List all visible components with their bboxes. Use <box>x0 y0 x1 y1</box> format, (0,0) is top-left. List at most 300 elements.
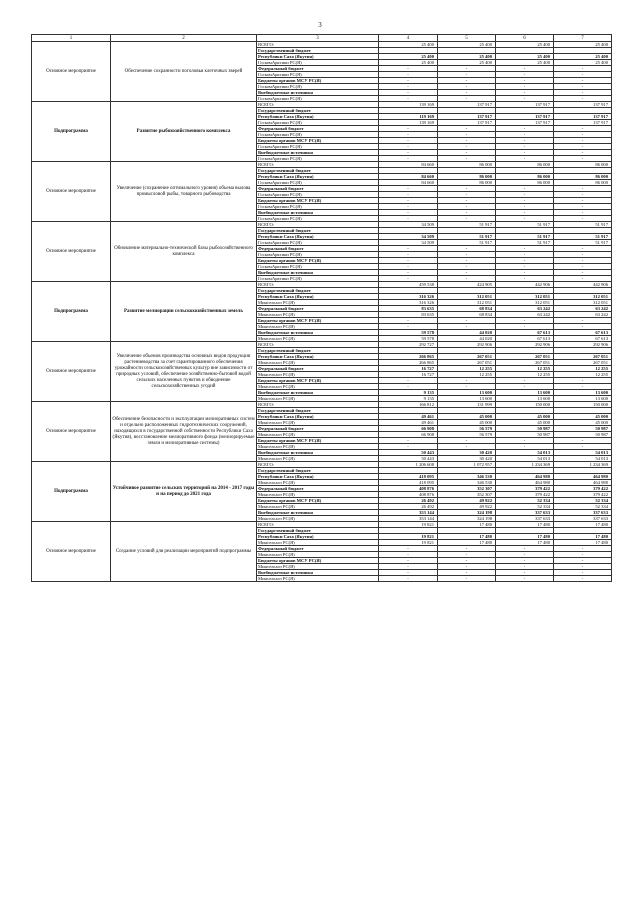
amount-cell: 86 000 <box>438 162 496 168</box>
amount-cell: - <box>554 318 612 324</box>
amount-cell: 54 013 <box>554 456 612 462</box>
funding-source-cell: Государственный бюджет <box>257 288 379 294</box>
funding-source-cell: Минсельхоз РС(Я) <box>257 504 379 510</box>
program-title-cell: Создание условий для реализации мероприятий подпрограммы <box>111 522 257 582</box>
amount-cell: - <box>496 552 554 558</box>
amount-cell: - <box>438 564 496 570</box>
amount-cell: 86 000 <box>438 180 496 186</box>
amount-cell: - <box>379 66 438 72</box>
amount-cell: - <box>438 576 496 582</box>
amount-cell: - <box>554 186 612 192</box>
amount-cell: - <box>379 246 438 252</box>
amount-cell: 17 480 <box>496 534 554 540</box>
amount-cell: - <box>554 264 612 270</box>
amount-cell: 63 242 <box>554 306 612 312</box>
amount-cell: 30 420 <box>438 456 496 462</box>
amount-cell: 66 908 <box>379 432 438 438</box>
amount-cell: - <box>496 186 554 192</box>
amount-cell: 13 600 <box>438 396 496 402</box>
amount-cell: 19 821 <box>379 534 438 540</box>
amount-cell: 137 917 <box>496 120 554 126</box>
amount-cell: - <box>438 264 496 270</box>
funding-source-cell: Внебюджетные источники <box>257 150 379 156</box>
amount-cell: 312 051 <box>496 294 554 300</box>
funding-source-cell: ГоскомАрктики РС(Я) <box>257 96 379 102</box>
amount-cell: 51 917 <box>554 222 612 228</box>
amount-cell: 49 922 <box>438 498 496 504</box>
budget-table-container <box>31 34 611 582</box>
amount-cell: 12 255 <box>438 366 496 372</box>
amount-cell: - <box>379 144 438 150</box>
funding-source-cell: ГоскомАрктики РС(Я) <box>257 120 379 126</box>
amount-cell: 66 908 <box>379 426 438 432</box>
funding-source-cell: ВСЕГО: <box>257 282 379 288</box>
amount-cell: 324 198 <box>438 510 496 516</box>
amount-cell: 59 578 <box>379 330 438 336</box>
amount-cell: - <box>379 84 438 90</box>
amount-cell: 150 000 <box>554 402 612 408</box>
amount-cell: 67 613 <box>496 336 554 342</box>
amount-cell: - <box>438 378 496 384</box>
amount-cell: - <box>379 576 438 582</box>
amount-cell: - <box>438 558 496 564</box>
amount-cell: 266 865 <box>379 354 438 360</box>
funding-source-cell: ВСЕГО: <box>257 402 379 408</box>
funding-source-cell: Минсельхоз РС(Я) <box>257 396 379 402</box>
funding-source-cell: Государственный бюджет <box>257 108 379 114</box>
amount-cell: 459 538 <box>379 282 438 288</box>
budget-table <box>31 34 612 582</box>
amount-cell: - <box>379 138 438 144</box>
amount-cell: - <box>379 216 438 222</box>
amount-cell: - <box>379 96 438 102</box>
amount-cell: 150 000 <box>496 402 554 408</box>
amount-cell: - <box>438 210 496 216</box>
funding-source-cell: Минсельхоз РС(Я) <box>257 516 379 522</box>
amount-cell: 137 917 <box>554 102 612 108</box>
amount-cell: - <box>438 138 496 144</box>
amount-cell: 1 234 369 <box>496 462 554 468</box>
page-number: 3 <box>318 21 322 29</box>
program-title-cell: Развитие мелиорации сельскохозяйственных земель <box>111 282 257 342</box>
funding-source-cell: Внебюджетные источники <box>257 210 379 216</box>
amount-cell: 25 400 <box>496 60 554 66</box>
amount-cell: - <box>554 144 612 150</box>
amount-cell: 12 255 <box>496 372 554 378</box>
amount-cell: - <box>554 216 612 222</box>
amount-cell: - <box>496 276 554 282</box>
amount-cell: - <box>496 264 554 270</box>
header-cell: 2 <box>111 35 257 42</box>
amount-cell: 84 660 <box>379 180 438 186</box>
funding-source-cell: ГоскомАрктики РС(Я) <box>257 240 379 246</box>
amount-cell: 16 727 <box>379 366 438 372</box>
amount-cell: - <box>554 96 612 102</box>
amount-cell: 137 917 <box>554 114 612 120</box>
amount-cell: - <box>496 96 554 102</box>
amount-cell: 25 400 <box>554 54 612 60</box>
amount-cell: 51 917 <box>496 234 554 240</box>
amount-cell: 408 876 <box>379 486 438 492</box>
funding-source-cell: Федеральный бюджет <box>257 246 379 252</box>
amount-cell: 51 917 <box>496 222 554 228</box>
amount-cell: - <box>496 144 554 150</box>
amount-cell: 50 987 <box>496 432 554 438</box>
amount-cell: 63 242 <box>496 312 554 318</box>
amount-cell: - <box>379 378 438 384</box>
amount-cell: - <box>438 216 496 222</box>
amount-cell: - <box>496 564 554 570</box>
funding-source-cell: Внебюджетные источники <box>257 510 379 516</box>
amount-cell: - <box>438 252 496 258</box>
funding-source-cell: ВСЕГО: <box>257 102 379 108</box>
amount-cell: 1 206 608 <box>379 462 438 468</box>
amount-cell: - <box>554 378 612 384</box>
program-type-cell: Основное мероприятие <box>32 222 111 282</box>
amount-cell: - <box>379 324 438 330</box>
amount-cell: 17 480 <box>438 540 496 546</box>
amount-cell: - <box>554 72 612 78</box>
amount-cell: 337 633 <box>496 516 554 522</box>
amount-cell: 12 255 <box>438 372 496 378</box>
amount-cell: 352 307 <box>438 492 496 498</box>
amount-cell: 25 400 <box>379 42 438 48</box>
amount-cell: 49 461 <box>379 420 438 426</box>
amount-cell: 137 917 <box>438 102 496 108</box>
funding-source-cell: Минсельхоз РС(Я) <box>257 444 379 450</box>
amount-cell: 266 865 <box>379 360 438 366</box>
funding-source-cell: Бюджеты органов МСУ РС(Я) <box>257 498 379 504</box>
amount-cell: 292 727 <box>379 342 438 348</box>
funding-source-cell: Минсельхоз РС(Я) <box>257 552 379 558</box>
amount-cell: 337 633 <box>554 516 612 522</box>
amount-cell: 86 000 <box>554 174 612 180</box>
program-type-cell: Основное мероприятие <box>32 342 111 402</box>
amount-cell: 34 509 <box>379 222 438 228</box>
amount-cell: - <box>438 324 496 330</box>
amount-cell: 324 198 <box>438 516 496 522</box>
funding-source-cell: Минсельхоз РС(Я) <box>257 576 379 582</box>
amount-cell: - <box>554 546 612 552</box>
amount-cell: 17 480 <box>554 540 612 546</box>
amount-cell: 19 821 <box>379 522 438 528</box>
amount-cell: - <box>379 438 438 444</box>
header-cell: 6 <box>496 35 554 42</box>
amount-cell: - <box>554 66 612 72</box>
amount-cell: - <box>496 150 554 156</box>
amount-cell: - <box>554 150 612 156</box>
funding-source-cell: ВСЕГО: <box>257 462 379 468</box>
funding-source-cell: Государственный бюджет <box>257 48 379 54</box>
amount-cell: - <box>496 210 554 216</box>
funding-source-cell: Минсельхоз РС(Я) <box>257 564 379 570</box>
funding-source-cell: Республики Саха (Якутия) <box>257 474 379 480</box>
amount-cell: - <box>379 570 438 576</box>
amount-cell: 267 051 <box>438 360 496 366</box>
amount-cell: 1 072 957 <box>438 462 496 468</box>
amount-cell: 312 051 <box>438 294 496 300</box>
amount-cell: 83 635 <box>379 306 438 312</box>
amount-cell: 25 400 <box>438 42 496 48</box>
program-type-cell: Подпрограмма <box>32 282 111 342</box>
amount-cell: 45 000 <box>496 414 554 420</box>
amount-cell: 84 660 <box>379 174 438 180</box>
funding-source-cell: Государственный бюджет <box>257 348 379 354</box>
amount-cell: - <box>554 78 612 84</box>
amount-cell: - <box>554 246 612 252</box>
amount-cell: - <box>496 90 554 96</box>
amount-cell: 67 613 <box>554 330 612 336</box>
funding-source-cell: Минсельхоз РС(Я) <box>257 540 379 546</box>
funding-source-cell: Республики Саха (Якутия) <box>257 234 379 240</box>
amount-cell: - <box>496 66 554 72</box>
funding-source-cell: Минсельхоз РС(Я) <box>257 372 379 378</box>
funding-source-cell: Внебюджетные источники <box>257 450 379 456</box>
funding-source-cell: Государственный бюджет <box>257 468 379 474</box>
funding-source-cell: Внебюджетные источники <box>257 330 379 336</box>
amount-cell: 52 334 <box>554 498 612 504</box>
amount-cell: - <box>496 546 554 552</box>
amount-cell: 44 020 <box>438 330 496 336</box>
funding-source-cell: Минсельхоз РС(Я) <box>257 384 379 390</box>
amount-cell: - <box>496 438 554 444</box>
amount-cell: - <box>379 78 438 84</box>
amount-cell: 26 492 <box>379 504 438 510</box>
program-title-cell: Увеличение объемов производства основных видов продукции растениеводства за счет гарантированного обеспечения урожайности сельскохозяйственных культур вне зависимости от природных условий, обеспечение хозяйственно-бытовой водой сельских населенных пунктов и обводнение сельскохозяйственных угодий <box>111 342 257 402</box>
funding-source-cell: Республики Саха (Якутия) <box>257 294 379 300</box>
funding-source-cell: Государственный бюджет <box>257 528 379 534</box>
amount-cell: 83 635 <box>379 312 438 318</box>
amount-cell: 464 980 <box>554 474 612 480</box>
amount-cell: 464 980 <box>554 480 612 486</box>
amount-cell: - <box>379 150 438 156</box>
amount-cell: 353 144 <box>379 510 438 516</box>
amount-cell: 50 987 <box>554 426 612 432</box>
amount-cell: 49 461 <box>379 414 438 420</box>
amount-cell: - <box>496 324 554 330</box>
amount-cell: - <box>438 90 496 96</box>
amount-cell: - <box>496 246 554 252</box>
amount-cell: 119 169 <box>379 114 438 120</box>
amount-cell: 13 600 <box>496 396 554 402</box>
funding-source-cell: Внебюджетные источники <box>257 90 379 96</box>
funding-source-cell: ГоскомАрктики РС(Я) <box>257 204 379 210</box>
amount-cell: - <box>554 570 612 576</box>
funding-source-cell: Государственный бюджет <box>257 168 379 174</box>
amount-cell: 25 400 <box>438 54 496 60</box>
funding-source-cell: Минсельхоз РС(Я) <box>257 492 379 498</box>
amount-cell: 17 480 <box>496 540 554 546</box>
amount-cell: 292 906 <box>496 342 554 348</box>
amount-cell: 312 051 <box>438 300 496 306</box>
amount-cell: - <box>554 438 612 444</box>
amount-cell: 267 051 <box>438 354 496 360</box>
funding-source-cell: ВСЕГО: <box>257 522 379 528</box>
amount-cell: 50 987 <box>554 432 612 438</box>
program-title-cell: Устойчивое развитие сельских территорий на 2014 - 2017 годы и на период до 2021 года <box>111 462 257 522</box>
amount-cell: 51 917 <box>496 240 554 246</box>
header-cell: 7 <box>554 35 612 42</box>
amount-cell: 68 834 <box>438 312 496 318</box>
amount-cell: 464 980 <box>496 480 554 486</box>
amount-cell: - <box>496 78 554 84</box>
amount-cell: 17 480 <box>496 522 554 528</box>
amount-cell: 267 051 <box>496 360 554 366</box>
amount-cell: - <box>554 384 612 390</box>
funding-source-cell: ГоскомАрктики РС(Я) <box>257 60 379 66</box>
header-cell: 4 <box>379 35 438 42</box>
amount-cell: 25 400 <box>496 54 554 60</box>
amount-cell: 137 917 <box>438 120 496 126</box>
amount-cell: 26 492 <box>379 498 438 504</box>
funding-source-cell: Федеральный бюджет <box>257 186 379 192</box>
amount-cell: - <box>554 84 612 90</box>
amount-cell: 312 051 <box>554 300 612 306</box>
amount-cell: - <box>496 138 554 144</box>
funding-source-cell: Минсельхоз РС(Я) <box>257 312 379 318</box>
amount-cell: 50 443 <box>379 456 438 462</box>
amount-cell: 292 906 <box>554 342 612 348</box>
amount-cell: 52 334 <box>496 498 554 504</box>
funding-source-cell: Бюджеты органов МСУ РС(Я) <box>257 198 379 204</box>
amount-cell: 337 633 <box>496 510 554 516</box>
funding-source-cell: Бюджеты органов МСУ РС(Я) <box>257 318 379 324</box>
amount-cell: - <box>496 126 554 132</box>
amount-cell: 312 051 <box>554 294 612 300</box>
funding-source-cell: Внебюджетные источники <box>257 570 379 576</box>
amount-cell: 44 020 <box>438 336 496 342</box>
amount-cell: - <box>554 204 612 210</box>
funding-source-cell: ГоскомАрктики РС(Я) <box>257 84 379 90</box>
amount-cell: - <box>496 270 554 276</box>
amount-cell: 12 255 <box>554 366 612 372</box>
amount-cell: 49 922 <box>438 504 496 510</box>
amount-cell: - <box>379 318 438 324</box>
amount-cell: - <box>554 156 612 162</box>
funding-source-cell: ВСЕГО: <box>257 342 379 348</box>
amount-cell: 86 000 <box>496 174 554 180</box>
amount-cell: - <box>496 558 554 564</box>
amount-cell: 379 422 <box>554 492 612 498</box>
amount-cell: - <box>379 270 438 276</box>
funding-source-cell: ГоскомАрктики РС(Я) <box>257 252 379 258</box>
amount-cell: 86 000 <box>554 162 612 168</box>
funding-source-cell: ГоскомАрктики РС(Я) <box>257 144 379 150</box>
funding-source-cell: Республики Саха (Якутия) <box>257 354 379 360</box>
amount-cell: - <box>496 384 554 390</box>
amount-cell: - <box>438 384 496 390</box>
amount-cell: 86 000 <box>496 162 554 168</box>
funding-source-cell: ВСЕГО: <box>257 42 379 48</box>
amount-cell: 67 613 <box>496 330 554 336</box>
amount-cell: - <box>379 156 438 162</box>
amount-cell: - <box>438 318 496 324</box>
amount-cell: - <box>554 276 612 282</box>
amount-cell: - <box>438 84 496 90</box>
amount-cell: - <box>438 150 496 156</box>
amount-cell: 12 255 <box>554 372 612 378</box>
amount-cell: - <box>379 258 438 264</box>
amount-cell: - <box>496 576 554 582</box>
amount-cell: 63 242 <box>496 306 554 312</box>
funding-source-cell: Федеральный бюджет <box>257 306 379 312</box>
budget-table-body <box>32 35 612 582</box>
amount-cell: 316 326 <box>379 300 438 306</box>
funding-source-cell: Минсельхоз РС(Я) <box>257 300 379 306</box>
amount-cell: - <box>379 186 438 192</box>
amount-cell: 30 420 <box>438 450 496 456</box>
amount-cell: - <box>379 204 438 210</box>
funding-source-cell: Республики Саха (Якутия) <box>257 174 379 180</box>
amount-cell: - <box>554 558 612 564</box>
amount-cell: - <box>438 144 496 150</box>
amount-cell: 45 000 <box>438 420 496 426</box>
amount-cell: - <box>379 72 438 78</box>
program-type-cell: Основное мероприятие <box>32 162 111 222</box>
amount-cell: 52 334 <box>496 504 554 510</box>
funding-source-cell: ГоскомАрктики РС(Я) <box>257 156 379 162</box>
funding-source-cell: Федеральный бюджет <box>257 366 379 372</box>
amount-cell: 25 400 <box>379 54 438 60</box>
amount-cell: 137 917 <box>496 114 554 120</box>
amount-cell: - <box>554 138 612 144</box>
amount-cell: - <box>438 78 496 84</box>
amount-cell: - <box>496 198 554 204</box>
amount-cell: 267 051 <box>554 360 612 366</box>
amount-cell: - <box>554 210 612 216</box>
amount-cell: - <box>379 384 438 390</box>
funding-source-cell: Бюджеты органов МСУ РС(Я) <box>257 438 379 444</box>
amount-cell: 267 051 <box>554 354 612 360</box>
amount-cell: 408 876 <box>379 492 438 498</box>
amount-cell: 54 013 <box>554 450 612 456</box>
amount-cell: 418 095 <box>379 480 438 486</box>
funding-source-cell: ГоскомАрктики РС(Я) <box>257 132 379 138</box>
amount-cell: - <box>438 444 496 450</box>
amount-cell: 45 000 <box>438 414 496 420</box>
amount-cell: 12 255 <box>496 366 554 372</box>
funding-source-cell: Федеральный бюджет <box>257 426 379 432</box>
amount-cell: - <box>438 156 496 162</box>
funding-source-cell: Республики Саха (Якутия) <box>257 534 379 540</box>
amount-cell: 137 917 <box>554 120 612 126</box>
amount-cell: 418 095 <box>379 474 438 480</box>
amount-cell: 17 480 <box>554 534 612 540</box>
amount-cell: - <box>554 192 612 198</box>
amount-cell: 19 821 <box>379 540 438 546</box>
funding-source-cell: Бюджеты органов МСУ РС(Я) <box>257 558 379 564</box>
amount-cell: 51 917 <box>438 234 496 240</box>
amount-cell: - <box>554 132 612 138</box>
amount-cell: 25 400 <box>496 42 554 48</box>
amount-cell: 68 834 <box>438 306 496 312</box>
program-type-cell: Основное мероприятие <box>32 402 111 462</box>
amount-cell: 442 906 <box>496 282 554 288</box>
funding-source-cell: Минсельхоз РС(Я) <box>257 336 379 342</box>
amount-cell: - <box>379 264 438 270</box>
funding-source-cell: Минсельхоз РС(Я) <box>257 420 379 426</box>
amount-cell: - <box>496 570 554 576</box>
funding-source-cell: Республики Саха (Якутия) <box>257 114 379 120</box>
amount-cell: - <box>438 132 496 138</box>
amount-cell: 45 000 <box>554 420 612 426</box>
header-row <box>32 35 612 42</box>
funding-source-cell: Минсельхоз РС(Я) <box>257 456 379 462</box>
amount-cell: - <box>379 126 438 132</box>
amount-cell: - <box>496 72 554 78</box>
header-cell: 5 <box>438 35 496 42</box>
amount-cell: - <box>379 546 438 552</box>
